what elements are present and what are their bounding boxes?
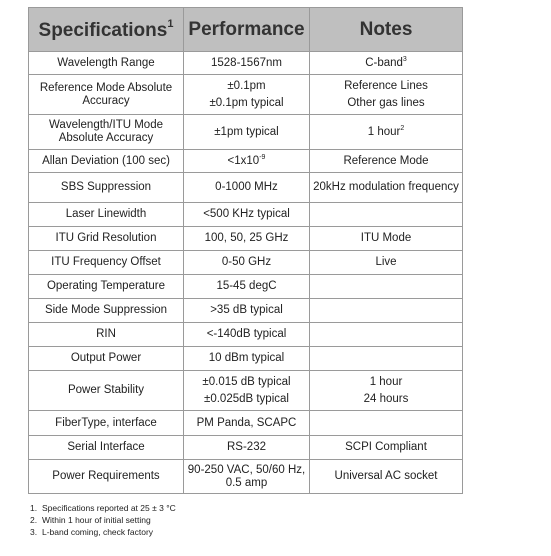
spec-cell: Power Requirements [29, 460, 184, 494]
notes-cell: Universal AC socket [310, 460, 463, 494]
performance-cell: 0-50 GHz [184, 251, 310, 275]
notes-cell: SCPI Compliant [310, 436, 463, 460]
table-row [29, 411, 463, 436]
spec-cell: Operating Temperature [29, 275, 184, 299]
notes-cell: Reference Lines Other gas lines [310, 75, 463, 115]
notes-cell [310, 299, 463, 323]
table-row [29, 75, 463, 115]
table-row [29, 203, 463, 227]
footnote-item: 3. L-band coming, check factory [30, 527, 154, 537]
spec-cell: Serial Interface [29, 436, 184, 460]
performance-cell: 90-250 VAC, 50/60 Hz, 0.5 amp [184, 460, 310, 494]
spec-cell: ITU Grid Resolution [29, 227, 184, 251]
spec-table-container [28, 7, 462, 494]
notes-cell: 20kHz modulation frequency [310, 173, 463, 203]
spec-cell: Wavelength/ITU Mode Absolute Accuracy [29, 115, 184, 150]
spec-cell: Reference Mode Absolute Accuracy [29, 75, 184, 115]
table-row [29, 371, 463, 411]
spec-cell: Power Stability [29, 371, 184, 411]
footnote-item: 2. Within 1 hour of initial setting [30, 515, 151, 525]
performance-cell: ±1pm typical [184, 115, 310, 150]
table-row [29, 227, 463, 251]
notes-cell [310, 347, 463, 371]
table-row [29, 436, 463, 460]
spec-cell: FiberType, interface [29, 411, 184, 436]
table-row [29, 115, 463, 150]
spec-cell: Laser Linewidth [29, 203, 184, 227]
table-row [29, 347, 463, 371]
performance-cell: ±0.015 dB typical ±0.025dB typical [184, 371, 310, 411]
notes-cell: Live [310, 251, 463, 275]
performance-cell: RS-232 [184, 436, 310, 460]
performance-cell: $<1x10^{-9}$ [184, 150, 310, 173]
notes-cell [310, 323, 463, 347]
table-row [29, 52, 463, 75]
table-row [29, 323, 463, 347]
performance-cell: ±0.1pm ±0.1pm typical [184, 75, 310, 115]
performance-cell: 10 dBm typical [184, 347, 310, 371]
notes-cell [310, 203, 463, 227]
header-performance: Performance [184, 8, 310, 52]
spec-cell: Allan Deviation (100 sec) [29, 150, 184, 173]
footnotes [30, 502, 176, 538]
notes-cell: 1 hour 24 hours [310, 371, 463, 411]
performance-cell: <500 KHz typical [184, 203, 310, 227]
performance-cell: >35 dB typical [184, 299, 310, 323]
spec-cell: ITU Frequency Offset [29, 251, 184, 275]
spec-cell: Side Mode Suppression [29, 299, 184, 323]
performance-cell: PM Panda, SCAPC [184, 411, 310, 436]
notes-cell: 1 hour$^2$ [310, 115, 463, 150]
header-notes: Notes [310, 8, 463, 52]
table-row [29, 299, 463, 323]
notes-cell [310, 411, 463, 436]
footnote-item: 1. Specifications reported at 25 ± 3 °C [30, 503, 176, 513]
table-row [29, 173, 463, 203]
notes-cell: C-band$^3$ [310, 52, 463, 75]
performance-cell: <-140dB typical [184, 323, 310, 347]
notes-cell: Reference Mode [310, 150, 463, 173]
table-row [29, 251, 463, 275]
table-row [29, 150, 463, 173]
specifications-table [28, 7, 463, 494]
spec-cell: Wavelength Range [29, 52, 184, 75]
header-row [29, 8, 463, 52]
table-row [29, 460, 463, 494]
table-row [29, 275, 463, 299]
notes-cell: ITU Mode [310, 227, 463, 251]
spec-cell: RIN [29, 323, 184, 347]
performance-cell: 15-45 degC [184, 275, 310, 299]
spec-cell: SBS Suppression [29, 173, 184, 203]
performance-cell: 100, 50, 25 GHz [184, 227, 310, 251]
notes-cell [310, 275, 463, 299]
performance-cell: 1528-1567nm [184, 52, 310, 75]
spec-cell: Output Power [29, 347, 184, 371]
header-specifications: Specifications$^1$ [29, 8, 184, 52]
performance-cell: 0-1000 MHz [184, 173, 310, 203]
